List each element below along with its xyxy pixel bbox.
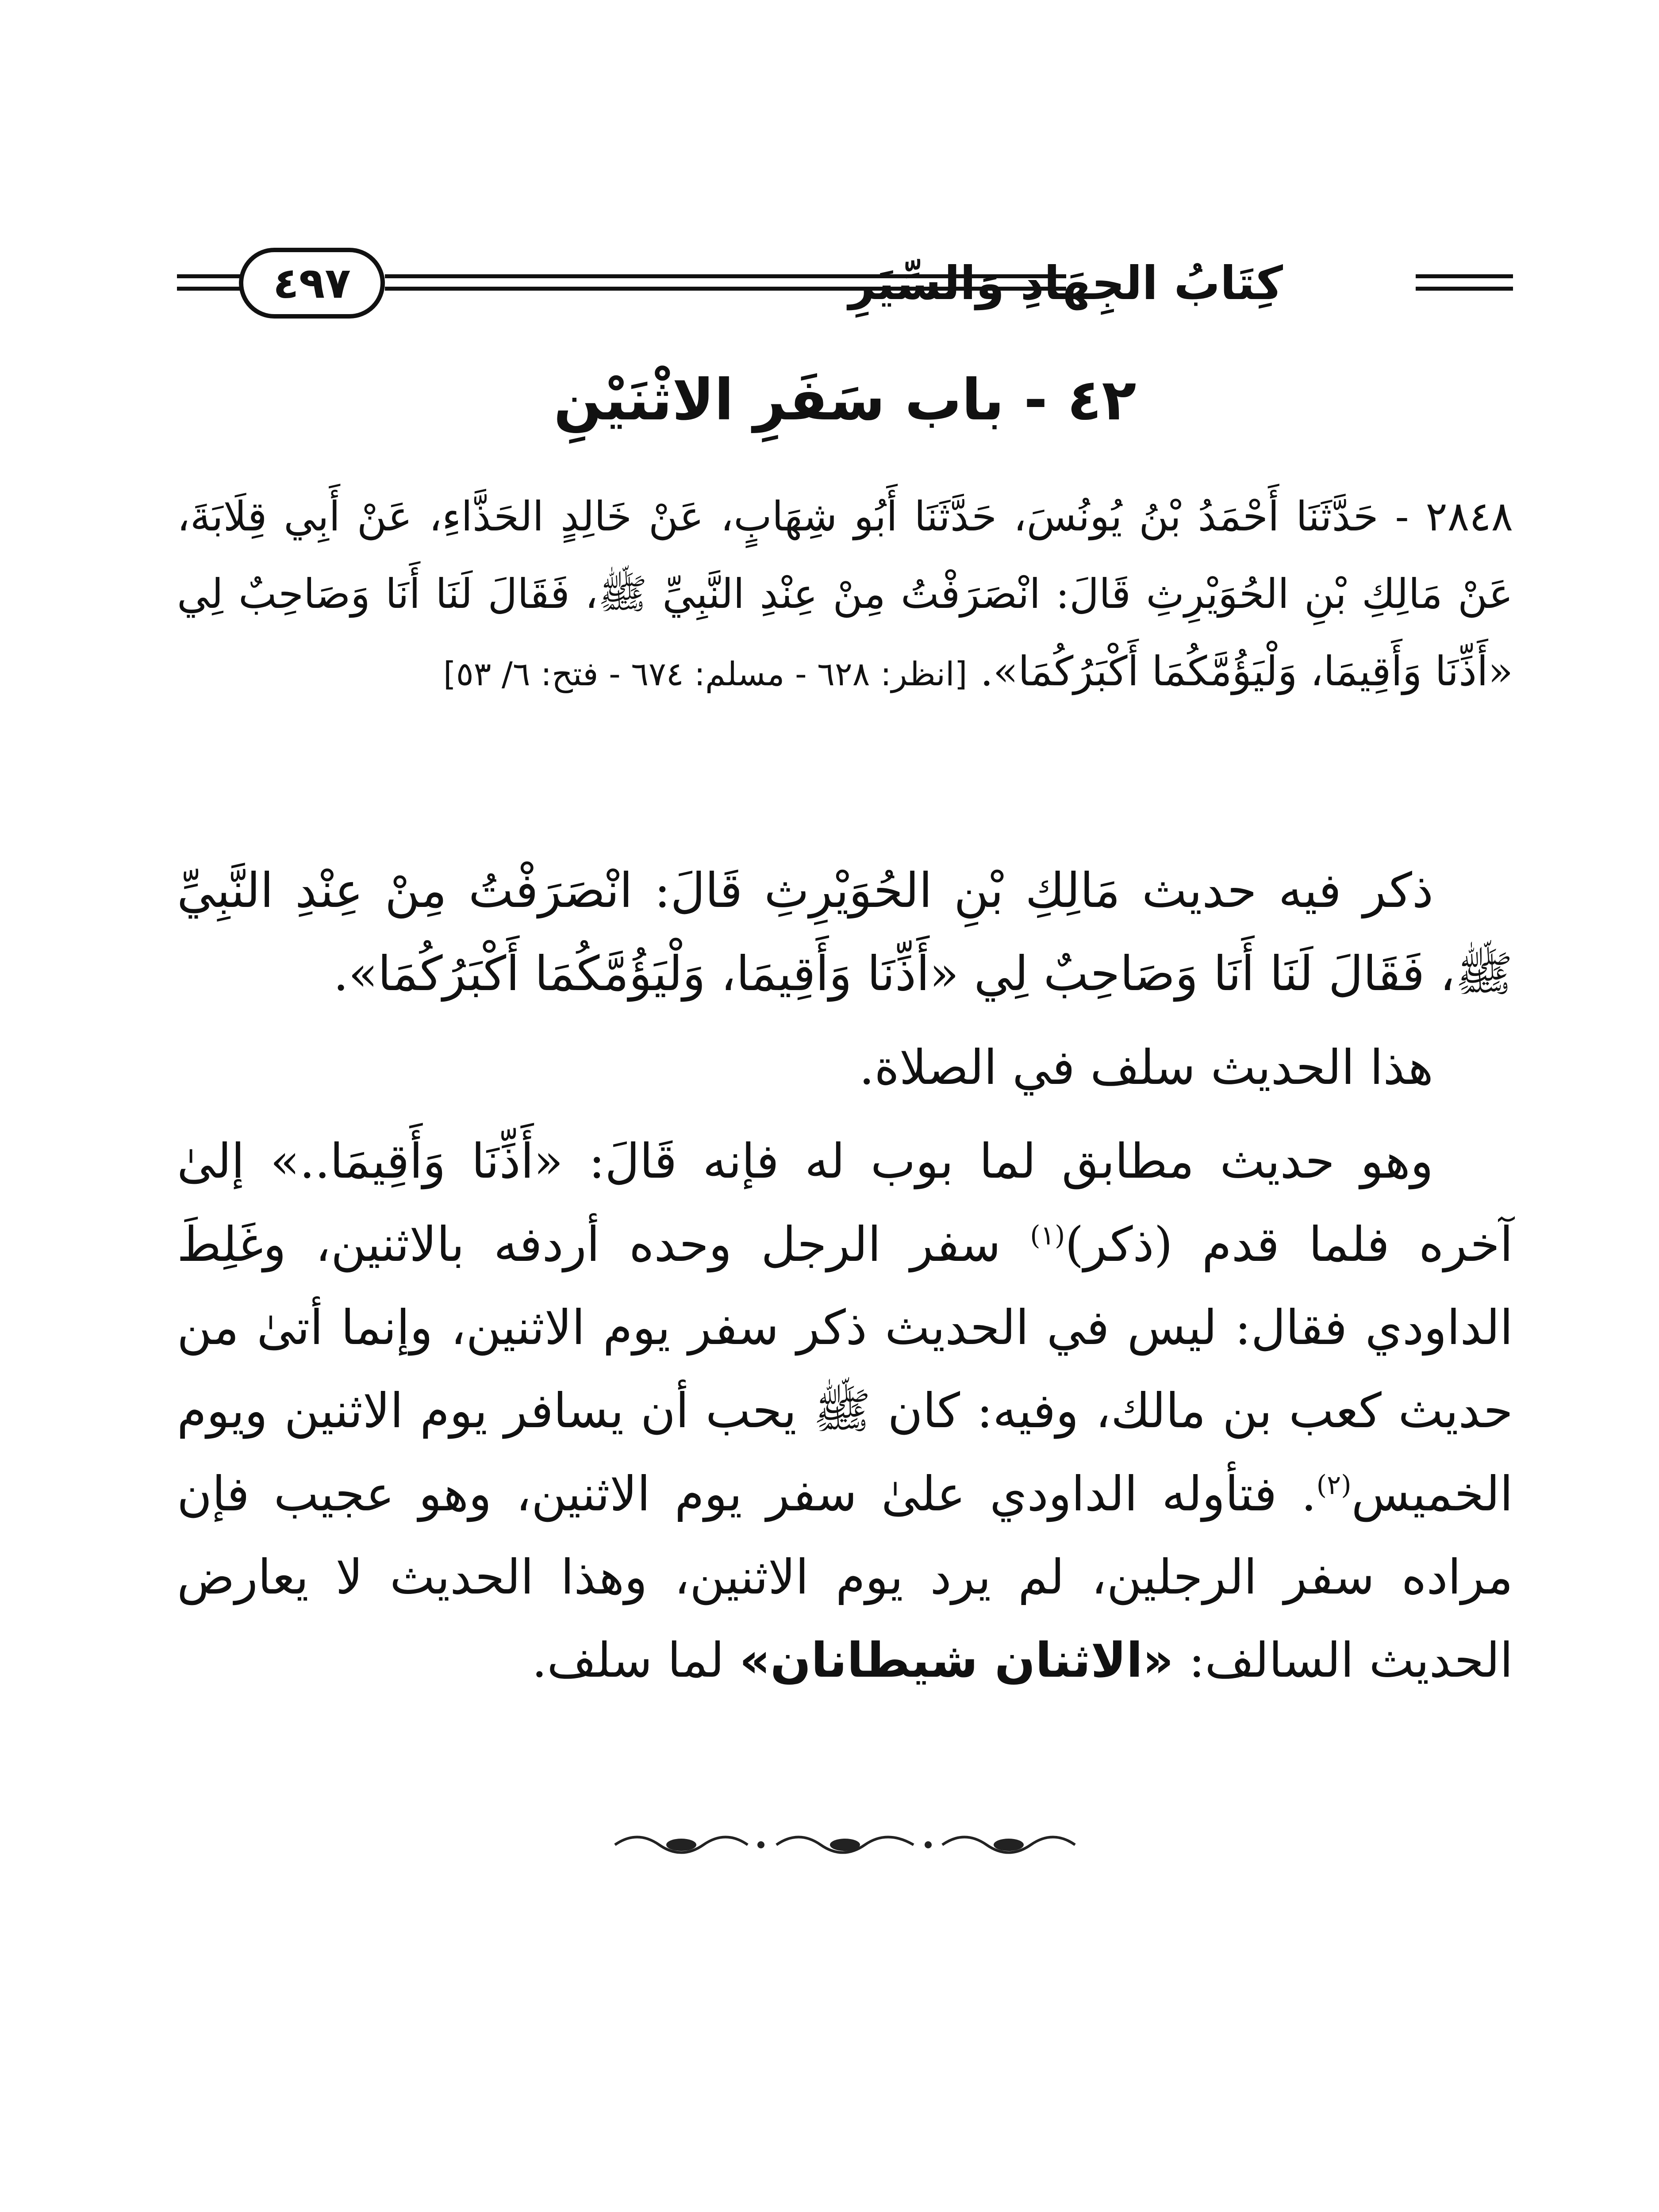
commentary-paragraph: هذا الحديث سلف في الصلاة. — [859, 1040, 1433, 1095]
footnote-marker: (٢) — [1316, 1470, 1352, 1501]
book-title: كِتَابُ الجِهَادِ وَالسِّيَرِ — [849, 256, 1283, 310]
footnote-marker: (١) — [1030, 1220, 1065, 1251]
section-ornament — [611, 1829, 1079, 1860]
header-rule-left — [177, 274, 243, 278]
commentary-paragraph: ذكر فيه حديث مَالِكِ بْنِ الحُوَيْرِثِ قَالَ: انْصَرَفْتُ مِنْ عِنْدِ النَّبِيِّ ﷺ، فَقَالَ لَنَا أَنَا وَصَاحِبٌ لِي «أَذِّنَا وَأَقِيمَا، وَلْيَؤُمَّكُمَا أَكْبَرُكُمَا». — [177, 863, 1513, 1002]
commentary — [177, 849, 1513, 1702]
header-rule-right — [1416, 274, 1513, 278]
commentary-text: سفر الرجل وحده أردفه بالاثنين، وغَلِطَ الداودي فقال: ليس في الحديث ذكر سفر يوم الاثنين، وإنما أتىٰ من حديث كعب بن مالك، وفيه: كان ﷺ يحب أن يسافر يوم الاثنين ويوم الخميس — [177, 1217, 1513, 1522]
page-number-badge — [239, 248, 385, 319]
quoted-hadith: «الاثنان شيطانان» — [739, 1633, 1174, 1688]
header-rule-middle — [385, 274, 1066, 278]
page-header — [177, 239, 1513, 327]
chapter-heading: ٤٢ - باب سَفَرِ الاثْنَيْنِ — [553, 367, 1137, 433]
commentary-text: . فتأوله الداودي علىٰ سفر يوم الاثنين، وهو عجيب فإن مراده سفر الرجلين، لم يرد يوم الاثنين، وهذا الحديث لا يعارض الحديث السالف: — [177, 1467, 1513, 1688]
hadith-reference: [انظر: ٦٢٨ - مسلم: ٦٧٤ - فتح: ٦/ ٥٣] — [443, 655, 968, 693]
header-rule-middle — [385, 287, 1066, 291]
header-rule-left — [177, 287, 243, 291]
hadith-text-block — [177, 478, 1513, 713]
commentary-paragraph — [177, 1120, 1513, 1702]
page-number: ٤٩٧ — [273, 258, 351, 308]
header-rule-right — [1416, 287, 1513, 291]
commentary-text: وهو حديث مطابق لما بوب له فإنه قَالَ: «أَذِّنَا وَأَقِيمَا..» إلىٰ آخره فلما قدم (ذكر) — [177, 1134, 1513, 1272]
commentary-text: لما سلف. — [532, 1633, 740, 1688]
hadith-text: ٢٨٤٨ - حَدَّثَنَا أَحْمَدُ بْنُ يُونُسَ، حَدَّثَنَا أَبُو شِهَابٍ، عَنْ خَالِدٍ الحَذَّاءِ، عَنْ أَبِي قِلَابَةَ، عَنْ مَالِكِ بْنِ الحُوَيْرِثِ قَالَ: انْصَرَفْتُ مِنْ عِنْدِ النَّبِيِّ ﷺ، فَقَالَ لَنَا أَنَا وَصَاحِبٌ لِي «أَذِّنَا وَأَقِيمَا، وَلْيَؤُمَّكُمَا أَكْبَرُكُمَا». — [177, 493, 1513, 695]
